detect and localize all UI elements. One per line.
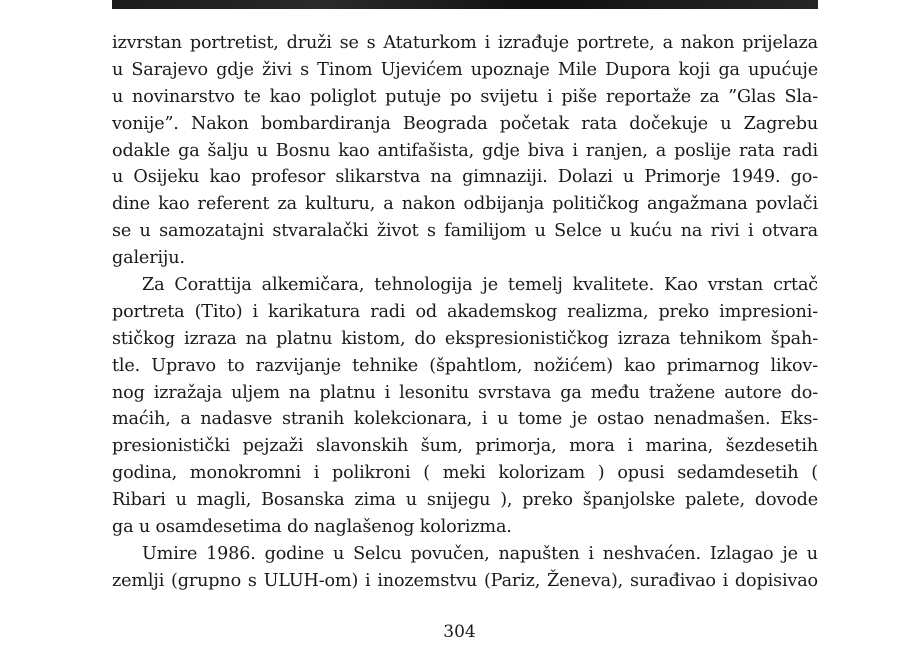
text-line: galeriju. — [112, 248, 185, 269]
text-line: nog izražaja uljem na platnu i lesonitu svrstava ga među tražene autore do- — [112, 382, 818, 403]
paragraph-3 — [112, 541, 818, 595]
text-line: stičkog izraza na platnu kistom, do ekspresionističkog izraza tehnikom špah- — [112, 328, 818, 349]
text-line: izvrstan portretist, druži se s Ataturkom i izrađuje portrete, a nakon prijelaza — [112, 33, 818, 53]
text-line: presionistički pejzaži slavonskih šum, primorja, mora i marina, šezdesetih — [112, 436, 818, 457]
text-line: u Osijeku kao profesor slikarstva na gimnaziji. Dolazi u Primorje 1949. go- — [112, 167, 818, 188]
text-line: u novinarstvo te kao poliglot putuje po svijetu i piše reportaže za ”Glas Sla- — [112, 86, 818, 107]
text-line: Umire 1986. godine u Selcu povučen, napušten i neshvaćen. Izlagao je u — [142, 543, 818, 564]
text-line: Za Corattija alkemičara, tehnologija je temelj kvalitete. Kao vrstan crtač — [142, 275, 818, 296]
text-line: dine kao referent za kulturu, a nakon odbijanja političkog angažmana povlači — [112, 194, 818, 215]
body-text — [112, 30, 818, 595]
photo-edge-strip — [112, 0, 818, 9]
text-line: tle. Upravo to razvijanje tehnike (špahtlom, nožićem) kao primarnog likov- — [112, 355, 818, 376]
text-line: se u samozatajni stvaralački život s familijom u Selce u kuću na rivi i otvara — [112, 221, 818, 242]
text-line: vonije”. Nakon bombardiranja Beograda početak rata dočekuje u Zagrebu — [112, 113, 818, 134]
text-line: odakle ga šalju u Bosnu kao antifašista, gdje biva i ranjen, a poslije rata radi — [112, 140, 818, 161]
text-line: u Sarajevo gdje živi s Tinom Ujevićem upoznaje Mile Dupora koji ga upućuje — [112, 59, 818, 80]
text-line: zemlji (grupno s ULUH-om) i inozemstvu (Pariz, Ženeva), surađivao i dopisivao — [112, 570, 818, 591]
text-line: Ribari u magli, Bosanska zima u snijegu ), preko španjolske palete, dovode — [112, 490, 818, 511]
text-line: godina, monokromni i polikroni ( meki kolorizam ) opusi sedamdesetih ( — [112, 463, 818, 484]
paragraph-1 — [112, 30, 818, 272]
text-line: portreta (Tito) i karikatura radi od akademskog realizma, preko impresioni- — [112, 301, 818, 322]
paragraph-2 — [112, 272, 818, 541]
text-line: maćih, a nadasve stranih kolekcionara, i u tome je ostao nenadmašen. Eks- — [112, 409, 818, 430]
page-number: 304 — [443, 622, 476, 642]
text-line: ga u osamdesetima do naglašenog kolorizma. — [112, 517, 512, 538]
